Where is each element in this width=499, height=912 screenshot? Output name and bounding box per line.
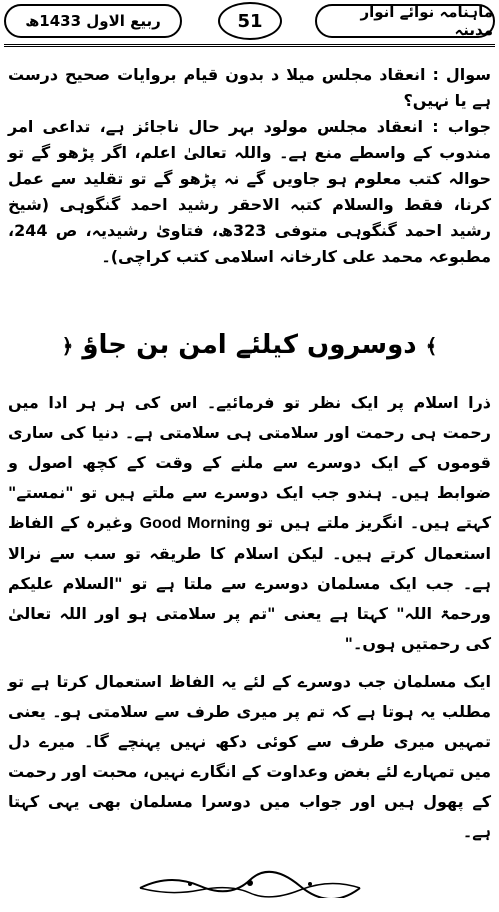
issue-date: ربیع الاول 1433ھ [25, 12, 161, 30]
page-number-oval [218, 2, 282, 40]
page-header [0, 0, 499, 48]
title-ornament-right: ﴾ [425, 334, 438, 358]
question-text: سوال : انعقاد مجلس میلا د بدون قیام بروایات صحیح درست ہے یا نہیں؟ [8, 65, 491, 110]
article-paragraph-1 [8, 388, 491, 659]
title-ornament-left: ﴿ [61, 334, 74, 358]
magazine-title-box [315, 4, 495, 38]
page-number: 51 [237, 10, 263, 32]
english-phrase: Good Morning [139, 515, 251, 532]
header-divider [4, 44, 495, 47]
answer-text: جواب : انعقاد مجلس مولود بہر حال ناجائز ہے، تداعی امر مندوب کے واسطے منع ہے۔ واللہ تعالیٰ اعلم، اگر پڑھو گے تو حوالہ کتب معلوم ہو جاویں گے نہ پڑھو گے تو تقلید سے عمل کرنا، فقط والسلام کتبہ الاحقر رشید احمد گنگوہی (شیخ رشید احمد گنگوہی متوفی 323ھ، فتاویٰ رشیدیہ، ص 244، مطبوعہ محمد علی کارخانہ اسلامی کتب کراچی)۔ [8, 117, 491, 266]
article-paragraph-2: ایک مسلمان جب دوسرے کے لئے یہ الفاظ استعمال کرتا ہے تو مطلب یہ ہوتا ہے کہ تم پر میری طرف سے سلامتی ہو۔ یعنی تمہیں میری طرف سے کوئی دکھ نہیں پہنچے گا۔ میرے دل میں تمہارے لئے بغض وعداوت کے انگارے نہیں، محبت اور رحمت کے پھول ہیں اور جواب میں دوسرا مسلمان بھی یہی کہتا ہے۔ [8, 672, 491, 841]
magazine-title: ماہنامہ نوائے انوار مدینہ [360, 3, 493, 39]
paragraph-1-part-b: وغیرہ کے الفاظ استعمال کرتے ہیں۔ لیکن اسلام کا طریقہ تو سب سے نرالا ہے۔ جب ایک مسلمان دوسرے سے ملتا ہے تو "السلام علیکم ورحمۃ اللہ" کہتا ہے یعنی "تم پر سلامتی ہو اور اللہ تعالیٰ کی رحمتیں ہوں۔" [8, 513, 491, 653]
footer-ornament [130, 868, 370, 898]
article-body [8, 388, 491, 851]
paragraph-1-part-a: ذرا اسلام پر ایک نظر تو فرمائیے۔ اس کی ہر ہر ادا میں رحمت ہی رحمت اور سلامتی ہی سلامتی ہے۔ دنیا کی ساری قوموں کے ایک دوسرے سے ملنے کے وقت کے کچھ اصول و ضوابط ہیں۔ ہندو جب ایک دوسرے سے ملتے ہیں تو "نمستے" کہتے ہیں۔ انگریز ملتے ہیں تو [8, 393, 492, 532]
article-title: دوسروں کیلئے امن بن جاؤ [82, 330, 417, 360]
qa-section [8, 58, 491, 270]
issue-date-box [4, 4, 182, 38]
article-title-block [0, 330, 499, 360]
